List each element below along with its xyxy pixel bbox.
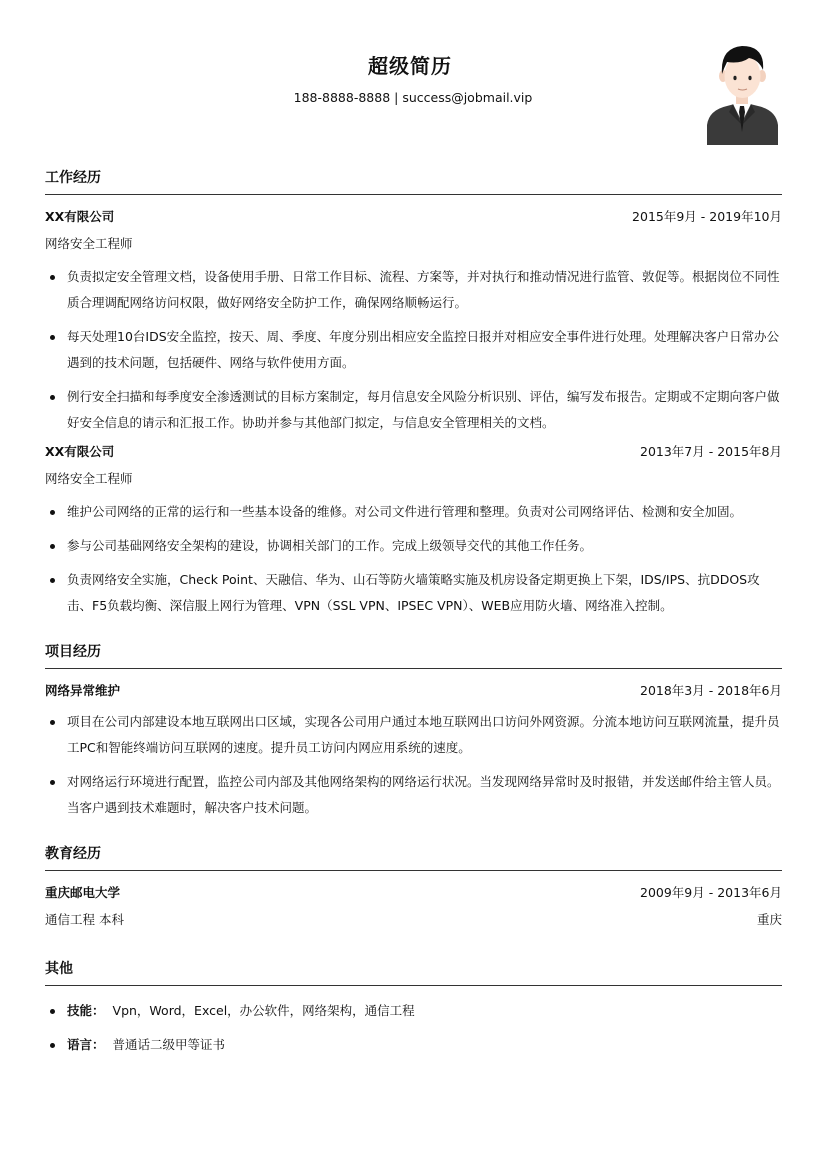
job-title: 网络安全工程师 xyxy=(45,471,133,486)
list-item: 负责拟定安全管理文档，设备使用手册、日常工作目标、流程、方案等，并对执行和推动情况进行监管、敦促等。根据岗位不同性质合理调配网络访问权限，做好网络安全防护工作，确保网络顺畅运行。 xyxy=(45,264,782,316)
language-item xyxy=(45,1032,782,1058)
project-section xyxy=(45,641,782,821)
work-entry-1 xyxy=(45,207,782,436)
avatar-icon xyxy=(705,40,780,145)
resume-header xyxy=(45,0,782,155)
project-period: 2018年3月 - 2018年6月 xyxy=(640,683,782,698)
skills-value: Vpn，Word，Excel，办公软件，网络架构，通信工程 xyxy=(112,1003,415,1018)
job-title: 网络安全工程师 xyxy=(45,236,133,251)
school-name: 重庆邮电大学 xyxy=(45,885,121,900)
education-section-title: 教育经历 xyxy=(45,846,101,862)
list-item: 例行安全扫描和每季度安全渗透测试的目标方案制定，每月信息安全风险分析识别、评估，编写发布报告。定期或不定期向客户做好安全信息的请示和汇报工作。协助并参与其他部门拟定，与信息安全管理相关的文档。 xyxy=(45,384,782,436)
contact-info: 188-8888-8888 | success@jobmail.vip xyxy=(293,90,533,105)
list-item: 参与公司基础网络安全架构的建设，协调相关部门的工作。完成上级领导交代的其他工作任务。 xyxy=(45,533,782,559)
major-degree: 通信工程 本科 xyxy=(45,912,124,927)
project-name: 网络异常维护 xyxy=(45,683,121,698)
education-section xyxy=(45,843,782,928)
work-section-title: 工作经历 xyxy=(45,170,101,186)
work-entry-2 xyxy=(45,442,782,619)
section-divider xyxy=(45,870,782,871)
resume-page xyxy=(45,0,782,1066)
section-divider xyxy=(45,668,782,669)
project-section-title: 项目经历 xyxy=(45,644,101,660)
section-divider xyxy=(45,194,782,195)
candidate-name: 超级简历 xyxy=(368,54,452,78)
language-value: 普通话二级甲等证书 xyxy=(112,1037,226,1052)
education-period: 2009年9月 - 2013年6月 xyxy=(640,885,782,900)
school-city: 重庆 xyxy=(756,912,782,927)
list-item: 对网络运行环境进行配置，监控公司内部及其他网络架构的网络运行状况。当发现网络异常时及时报错，并发送邮件给主管人员。当客户遇到技术难题时，解决客户技术问题。 xyxy=(45,769,782,821)
section-divider xyxy=(45,985,782,986)
list-item: 每天处理10台IDS安全监控，按天、周、季度、年度分别出相应安全监控日报并对相应安全事件进行处理。处理解决客户日常办公遇到的技术问题，包括硬件、网络与软件使用方面。 xyxy=(45,324,782,376)
list-item: 项目在公司内部建设本地互联网出口区域，实现各公司用户通过本地互联网出口访问外网资源。分流本地访问互联网流量，提升员工PC和智能终端访问互联网的速度。提升员工访问内网应用系统的速度。 xyxy=(45,709,782,761)
work-period: 2013年7月 - 2015年8月 xyxy=(640,444,782,459)
work-period: 2015年9月 - 2019年10月 xyxy=(632,209,782,224)
other-section-title: 其他 xyxy=(45,961,73,977)
company-name: XX有限公司 xyxy=(45,209,115,224)
work-section xyxy=(45,167,782,619)
project-entry xyxy=(45,681,782,821)
company-name: XX有限公司 xyxy=(45,444,115,459)
list-item: 维护公司网络的正常的运行和一些基本设备的维修。对公司文件进行管理和整理。负责对公司网络评估、检测和安全加固。 xyxy=(45,499,782,525)
language-label: 语言： xyxy=(67,1037,105,1052)
skills-item xyxy=(45,998,782,1024)
skills-label: 技能： xyxy=(67,1003,105,1018)
list-item: 负责网络安全实施，Check Point、天融信、华为、山石等防火墙策略实施及机房设备定期更换上下架，IDS/IPS、抗DDOS攻击、F5负载均衡、深信服上网行为管理、VPN（SSL VPN、IPSEC VPN）、WEB应用防火墙、网络准入控制。 xyxy=(45,567,782,619)
other-section xyxy=(45,958,782,1058)
